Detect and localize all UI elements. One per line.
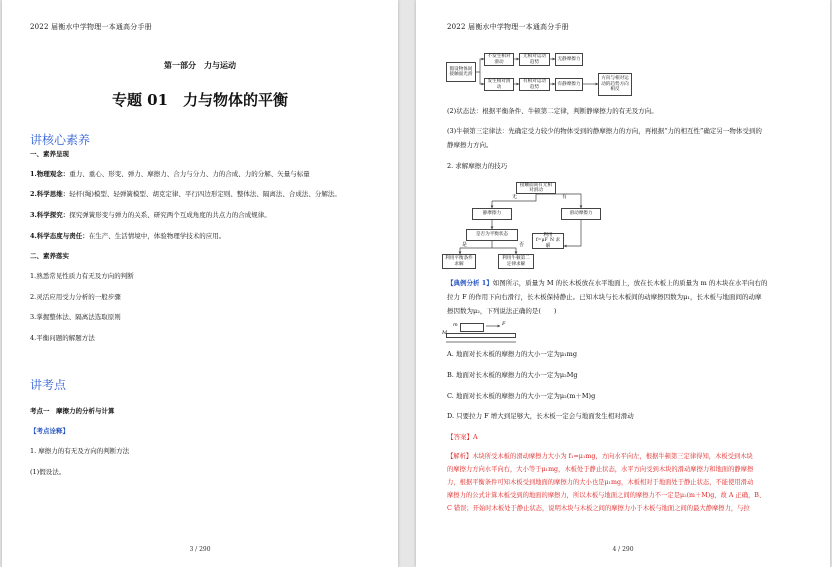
item-text: 重力、重心、形变、弹力、摩擦力、合力与分力、力的合成、力的分解、矢量与标量 [69,170,310,178]
flow1-box: 有相对运动趋势 [519,78,550,91]
example-line: 拉力 F 的作用下向右滑行，长木板保持静止。已知木块与长木板间的动摩擦因数为μ₁，长木板与地面间的动摩 [447,293,762,301]
topic-title: 专题 01 力与物体的平衡 [111,91,289,109]
method-question: 1. 摩擦力的有无及方向的判断方法 [30,447,130,455]
analysis-line: 力，根据平衡条件可知木板受到地面的摩擦力的大小也是μ₁mg，木板相对于地面处于静止状态，不能使用滑动 [447,479,754,486]
figure-label-m: m [453,322,458,328]
example-text: 如图所示，质量为 M 的长木板放在水平地面上，放在长木板上的质量为 m 的木块在水平向右的 [492,279,768,287]
goal-item: 1.熟悉常见性质力有无及方向的判断 [30,272,134,280]
goal-item: 3.掌握整体法、隔离法选取原则 [30,313,121,321]
right-page [416,0,830,567]
flow2-balance-solve-box: 利用平衡条件求解 [442,254,476,269]
flow1-start-box: 假设物体间接触面光滑 [446,62,476,82]
answer: 【答案】A [447,433,478,441]
flow1-box: 不发生相对滑动 [484,53,514,66]
item-text: 在生产、生活情境中，体验物理学技术的应用。 [88,232,226,240]
left-page [2,0,398,567]
flow2-static-box: 静摩擦力 [472,208,512,220]
subheading-implementation: 二、素养落实 [30,252,69,260]
block-figure [460,323,484,332]
step-heading: 2. 求解摩擦力的技巧 [447,162,508,170]
flow2-no-label: 无 [512,194,518,200]
item-label: 3.科学探究： [30,211,70,219]
analysis-line: 摩擦力的公式计算木板受到的地面的摩擦力，所以木板与地面之间的摩擦力不一定是μ₂(m＋M)g，故 A 正确，B、 [447,492,766,499]
item-label: 4.科学态度与责任： [30,232,89,240]
page-number: 4 / 290 [612,546,634,553]
method-step: (1)假设法。 [30,468,66,476]
section-core-literacy: 讲核心素养 [30,133,91,147]
method-newton-third: (3)牛顿第三定律法：先确定受力较少的物体受到的静摩擦力的方向，再根据“力的相互性”确定另一物体受到的 [447,127,762,135]
item-text: 探究弹簧形变与弹力的关系、研究两个互成角度的共点力的合成规律。 [69,211,271,219]
flow1-box: 无相对运动趋势 [519,53,550,66]
page-number: 3 / 290 [189,546,211,553]
figure-label-big-m: M [442,330,448,336]
analysis-line: C 错误；开始时木板处于静止状态，说明木块与木板之间的摩擦力小于木板与地面之间的最大静摩擦力，与拉 [447,505,750,512]
option-d: D. 只要拉力 F 增大到足够大，长木板一定会与地面发生相对滑动 [447,412,634,420]
flow2-no2-label: 否 [519,242,525,248]
page-header: 2022 届衡水中学物理一本通高分手册 [30,23,152,31]
flow2-sliding-box: 滑动摩擦力 [561,208,601,220]
flow1-box: 无静摩擦力 [555,53,583,66]
literacy-item [30,211,271,220]
flow2-yes2-label: 是 [462,242,468,248]
literacy-item [30,190,341,199]
analysis-line: 【解析】木块所受木板的滑动摩擦力大小为 f₁=μ₁mg，方向水平向左，根据牛顿第三定律得知，木板受到木块 [447,453,753,460]
example-line: 擦因数为μ₂，下列说法正确的是( ) [447,307,557,315]
flow1-box: 有静摩擦力 [555,78,583,91]
goal-item: 4.平衡问题的解题方法 [30,334,95,342]
flow2-newton-solve-box: 利用牛顿第二定律求解 [498,254,534,269]
flow2-balance-check-box: 是否为平衡状态 [466,229,518,241]
part-title: 第一部分 力与运动 [164,60,236,70]
exam-point-bracket: 【考点诠释】 [30,427,69,435]
flow2-yes-label: 有 [562,194,568,200]
example-line [447,279,767,288]
long-board-figure [446,333,516,338]
subheading-presentation: 一、素养呈现 [30,150,69,158]
method-state: (2)状态法：根据平衡条件、牛顿第二定律，判断静摩擦力的有无及方向。 [447,107,658,115]
item-label: 2.科学思维： [30,190,70,198]
item-text: 轻杆(绳)模型、轻弹簧模型、胡克定律、平行四边形定则、整体法、隔离法、合成法、分解法。 [69,190,341,198]
figure-label-f: F [502,321,506,327]
literacy-item [30,170,310,179]
item-label: 1.物理观念： [30,170,70,178]
option-b: B. 地面对长木板的摩擦力的大小一定为μ₂Mg [447,371,578,379]
example-tag: 【典例分析 1】 [447,279,493,287]
option-a: A. 地面对长木板的摩擦力的大小一定为μ₁mg [447,350,577,358]
exam-point-title: 考点一 摩擦力的分析与计算 [30,407,115,415]
analysis-line: 的摩擦力方向水平向右，大小等于μ₁mg，木板处于静止状态，水平方向受到木块的滑动摩擦力和地面的静摩擦 [447,466,754,473]
section-exam-points: 讲考点 [30,378,67,392]
goal-item: 2.灵活应用受力分析的一般步骤 [30,293,121,301]
literacy-item [30,232,225,241]
method-newton-third-cont: 静摩擦力方向。 [447,141,493,149]
flow1-box: 发生相对滑动 [484,78,514,91]
flow2-formula-box: 利用 f=μF_N 求解 [532,233,564,249]
flow2-top-box: 接触面间有无相对滑动 [516,182,556,194]
option-c: C. 地面对长木板的摩擦力的大小一定为μ₂(m＋M)g [447,392,596,400]
page-header: 2022 届衡水中学物理一本通高分手册 [447,23,569,31]
flow1-result-box: 方向与相对运动的趋势方向相反 [598,73,632,96]
